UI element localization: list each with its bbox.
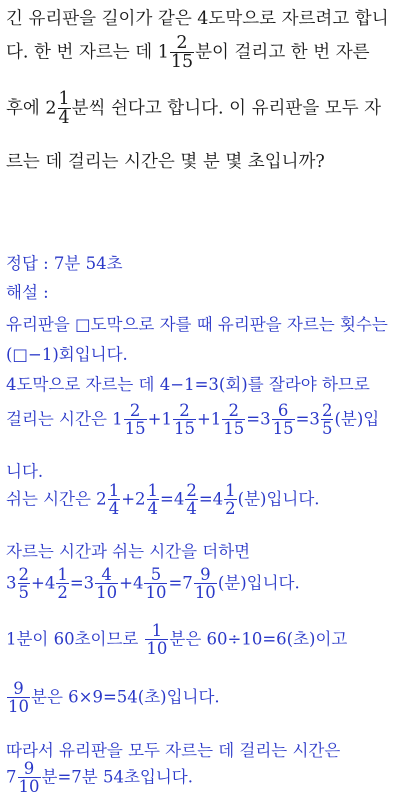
numerator: 1	[225, 481, 236, 500]
fraction	[56, 566, 69, 602]
denominator: 15	[272, 419, 294, 439]
explanation-line-6	[6, 482, 320, 518]
explanation-line-3: 4도막으로 자르는 데 4−1=3(회)를 잘라야 하므로	[6, 375, 370, 394]
numerator: 2	[321, 401, 333, 420]
fraction	[194, 566, 217, 602]
explanation-line-10	[6, 680, 220, 716]
equation-text: (분)입	[334, 409, 380, 429]
numerator: 2	[179, 401, 190, 420]
denominator: 4	[108, 499, 120, 519]
numerator: 4	[101, 565, 112, 584]
explanation-line-8	[6, 566, 300, 602]
explanation-line-5: 니다.	[6, 462, 44, 481]
equation-text: 3	[6, 573, 17, 593]
denominator: 10	[194, 583, 216, 603]
numerator: 1	[57, 565, 68, 584]
question-text: 다. 한 번 자르는 데 1	[6, 42, 169, 63]
equation-text: =3	[246, 409, 271, 429]
equation-text: +4	[31, 573, 56, 593]
fraction	[7, 680, 30, 716]
equation-text: 7	[6, 767, 17, 787]
fraction	[108, 482, 121, 518]
question-line-4: 르는 데 걸리는 시간은 몇 분 몇 초입니까?	[6, 152, 325, 172]
numerator: 2	[129, 401, 141, 420]
numerator: 1	[58, 89, 70, 109]
question-line-2	[6, 34, 370, 72]
numerator: 6	[277, 401, 289, 420]
fraction	[145, 622, 168, 658]
explanation-label: 해설 :	[6, 283, 49, 302]
explanation-line-12	[6, 760, 193, 796]
explanation-line-1: 유리판을 □도막으로 자를 때 유리판을 자르는 횟수는	[6, 315, 388, 334]
fraction	[147, 482, 160, 518]
question-text: 분씩 쉰다고 합니다. 이 유리판을 모두 자	[71, 98, 382, 119]
equation-text: =7	[168, 573, 193, 593]
numerator: 1	[151, 621, 163, 640]
equation-text: (분)입니다.	[237, 489, 320, 509]
equation-text: =3	[295, 409, 320, 429]
denominator: 15	[124, 419, 146, 439]
explanation-line-7: 자르는 시간과 쉬는 시간을 더하면	[6, 542, 251, 561]
numerator: 9	[23, 759, 35, 778]
numerator: 1	[147, 481, 159, 500]
denominator: 5	[18, 583, 29, 603]
question-line-1: 긴 유리판을 길이가 같은 4도막으로 자르려고 합니	[6, 9, 389, 29]
numerator: 2	[186, 481, 197, 500]
fraction	[58, 90, 71, 128]
denominator: 10	[8, 697, 29, 717]
fraction	[124, 402, 147, 438]
denominator: 10	[18, 777, 40, 797]
denominator: 2	[57, 583, 68, 603]
equation-text: 분은 6×9=54(초)입니다.	[31, 687, 220, 707]
denominator: 15	[173, 419, 195, 439]
numerator: 1	[108, 481, 120, 500]
equation-text: (분)입니다.	[217, 573, 300, 593]
fraction	[144, 566, 167, 602]
equation-text: 분=7분 54초입니다.	[41, 767, 193, 787]
numerator: 9	[13, 679, 24, 698]
explanation-line-4	[6, 402, 379, 438]
denominator: 15	[170, 52, 194, 73]
denominator: 2	[225, 499, 236, 519]
equation-text: +1	[196, 409, 222, 429]
fraction	[185, 482, 198, 518]
fraction	[321, 402, 334, 438]
fraction	[224, 482, 237, 518]
explanation-line-9	[6, 622, 347, 658]
denominator: 4	[186, 499, 197, 519]
equation-text: +4	[119, 573, 144, 593]
equation-text: 걸리는 시간은 1	[6, 409, 123, 429]
numerator: 5	[150, 565, 162, 584]
denominator: 10	[145, 583, 167, 603]
equation-text: =4	[198, 489, 224, 509]
equation-text: =3	[69, 573, 95, 593]
denominator: 10	[96, 583, 118, 603]
fraction	[173, 402, 196, 438]
fraction	[222, 402, 245, 438]
denominator: 5	[321, 419, 333, 439]
numerator: 2	[18, 565, 29, 584]
question-text: 분이 걸리고 한 번 자른	[195, 42, 370, 63]
fraction	[170, 34, 194, 72]
denominator: 10	[146, 639, 168, 659]
numerator: 2	[228, 401, 240, 420]
denominator: 15	[223, 419, 245, 439]
equation-text: 분은 60÷10=6(초)이고	[169, 629, 348, 649]
question-line-3	[6, 90, 381, 128]
fraction	[18, 760, 41, 796]
numerator: 2	[176, 33, 188, 53]
numerator: 9	[200, 565, 211, 584]
denominator: 4	[58, 108, 70, 129]
fraction	[272, 402, 295, 438]
explanation-line-11: 따라서 유리판을 모두 자르는 데 걸리는 시간은	[6, 741, 341, 760]
answer-line: 정답 : 7분 54초	[6, 254, 123, 273]
equation-text: 1분이 60초이므로	[6, 629, 139, 649]
question-text: 후에 2	[6, 98, 57, 119]
denominator: 4	[147, 499, 159, 519]
fraction	[95, 566, 118, 602]
equation-text: +1	[147, 409, 172, 429]
fraction	[18, 566, 31, 602]
equation-text: +2	[121, 489, 146, 509]
equation-text: 쉬는 시간은 2	[6, 489, 107, 509]
explanation-line-2: (□−1)회입니다.	[6, 345, 128, 364]
equation-text: =4	[160, 489, 185, 509]
